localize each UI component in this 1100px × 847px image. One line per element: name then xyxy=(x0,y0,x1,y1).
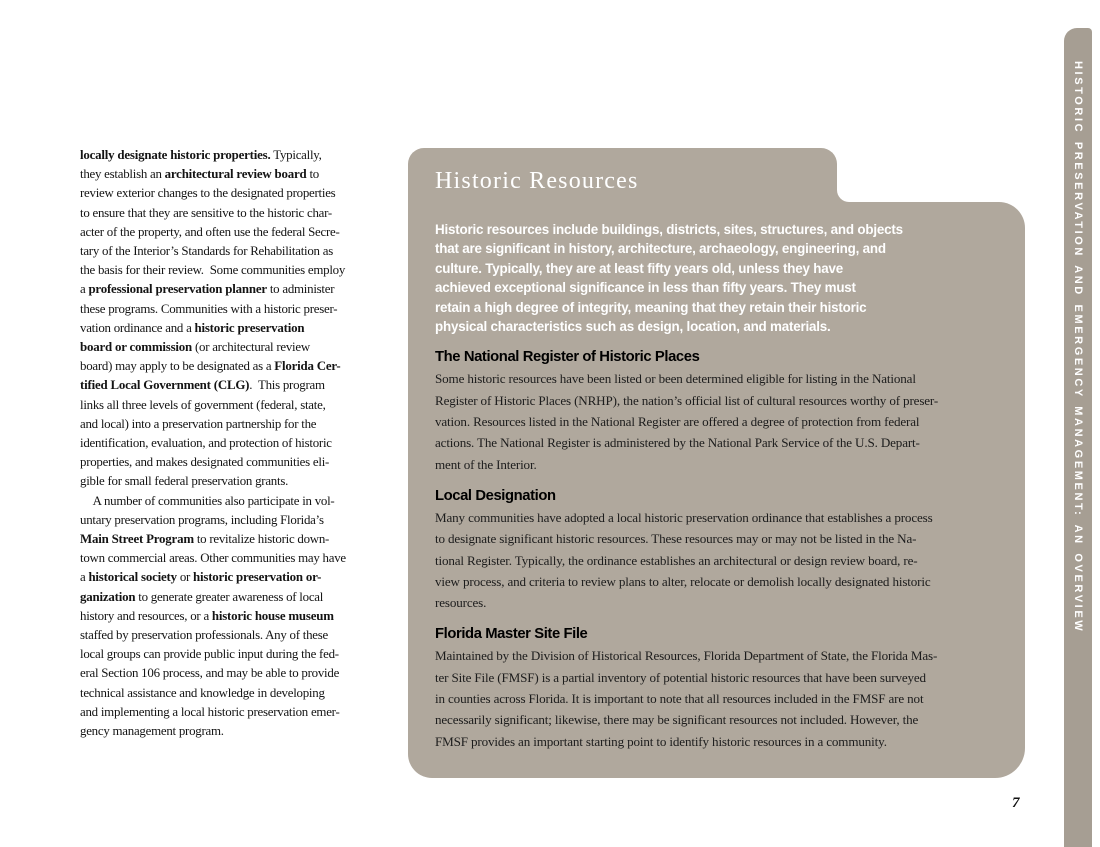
body-text-line: town commercial areas. Other communities may have xyxy=(80,551,346,566)
section-text-line: to designate significant historic resources. These resources may or may not be listed in the Na- xyxy=(435,531,917,547)
body-text-line: gency management program. xyxy=(80,724,224,739)
body-text-line: locally designate historic properties. Typically, xyxy=(80,148,322,162)
panel-sections xyxy=(435,349,999,751)
section-text-line: Register of Historic Places (NRHP), the nation’s official list of cultural resources worthy of preser- xyxy=(435,392,939,408)
section-text-line: ment of the Interior. xyxy=(435,456,537,472)
body-text-line: review exterior changes to the designated properties xyxy=(80,186,336,201)
panel-title: Historic Resources xyxy=(435,168,639,194)
body-text-line: they establish an architectural review board to xyxy=(80,167,319,182)
body-text-line: and local) into a preservation partnership for the xyxy=(80,416,317,431)
page-number: 7 xyxy=(1012,795,1020,811)
section-heading: Florida Master Site File xyxy=(435,626,588,643)
section-text-line: resources. xyxy=(435,595,487,611)
body-text-line: eral Section 106 process, and may be able to provide xyxy=(80,666,340,681)
body-text-line: untary preservation programs, including Florida’s xyxy=(80,512,324,527)
panel-body xyxy=(408,202,1025,778)
body-text-line: properties, and makes designated communities eli- xyxy=(80,455,330,470)
body-text-line: links all three levels of government (federal, state, xyxy=(80,397,326,412)
section-text-line: ter Site File (FMSF) is a partial inventory of potential historic resources that have been surveyed xyxy=(435,669,926,685)
intro-line: achieved exceptional significance in less than fifty years. They must xyxy=(435,280,856,296)
intro-line: culture. Typically, they are at least fifty years old, unless they have xyxy=(435,260,844,276)
body-text-line: A number of communities also participate in vol- xyxy=(80,493,335,508)
body-text-line: staffed by preservation professionals. Any of these xyxy=(80,628,328,643)
section-text-line: actions. The National Register is administered by the National Park Service of the U.S. Depart- xyxy=(435,435,920,451)
body-text-line: identification, evaluation, and protection of historic xyxy=(80,436,332,451)
section-text-line: Some historic resources have been listed or been determined eligible for listing in the National xyxy=(435,371,916,387)
body-text-line: acter of the property, and often use the federal Secre- xyxy=(80,224,340,239)
body-text-line: a professional preservation planner to administer xyxy=(80,282,335,297)
body-text-line: ganization to generate greater awareness of local xyxy=(80,589,324,604)
body-text-line: vation ordinance and a historic preservation xyxy=(80,320,305,335)
panel-section xyxy=(435,349,999,474)
body-text-line: these programs. Communities with a historic preser- xyxy=(80,301,338,316)
body-text-line: local groups can provide public input during the fed- xyxy=(80,647,339,662)
section-text-line: in counties across Florida. It is important to note that all resources included in the FMSF are not xyxy=(435,691,924,706)
chapter-sidebar-label: HISTORIC PRESERVATION AND EMERGENCY MANAGEMENT: AN OVERVIEW xyxy=(1072,61,1084,634)
section-text-line: necessarily significant; likewise, there may be significant resources not included. However, the xyxy=(435,712,919,728)
section-text-line: Many communities have adopted a local historic preservation ordinance that establishes a process xyxy=(435,509,933,525)
section-text-line: vation. Resources listed in the National Register are offered a degree of protection from federal xyxy=(435,414,920,430)
body-text-line: Main Street Program to revitalize historic down- xyxy=(80,532,330,547)
section-text-line: Maintained by the Division of Historical Resources, Florida Department of State, the Florida Mas- xyxy=(435,648,938,664)
intro-line: that are significant in history, architecture, archaeology, engineering, and xyxy=(435,241,886,257)
intro-line: retain a high degree of integrity, meaning that they retain their historic xyxy=(435,299,867,315)
body-text-line: the basis for their review. Some communities employ xyxy=(80,263,346,278)
panel-section xyxy=(435,626,999,751)
body-text-line: a historical society or historic preservation or- xyxy=(80,570,322,585)
section-text-line: view process, and criteria to review plans to alter, relocate or demolish locally designated historic xyxy=(435,573,931,589)
panel-section xyxy=(435,488,999,613)
body-text-line: board) may apply to be designated as a Florida Cer- xyxy=(80,359,341,374)
intro-line: Historic resources include buildings, districts, sites, structures, and objects xyxy=(435,222,903,237)
left-text-column xyxy=(80,146,402,741)
section-text-line: FMSF provides an important starting point to identify historic resources in a community. xyxy=(435,733,887,749)
body-text-line: board or commission (or architectural review xyxy=(80,340,310,355)
panel-intro xyxy=(435,220,999,336)
body-text-line: gible for small federal preservation grants. xyxy=(80,474,289,489)
body-text-line: technical assistance and knowledge in developing xyxy=(80,685,325,700)
body-text-line: to ensure that they are sensitive to the historic char- xyxy=(80,205,332,220)
intro-line: physical characteristics such as design, location, and materials. xyxy=(435,319,831,335)
section-heading: The National Register of Historic Places xyxy=(435,349,700,366)
section-heading: Local Designation xyxy=(435,487,556,504)
chapter-sidebar-strip xyxy=(1064,28,1092,847)
body-text-line: and implementing a local historic preservation emer- xyxy=(80,704,340,719)
section-text-line: tional Register. Typically, the ordinance establishes an architectural or design review board, re- xyxy=(435,552,918,568)
historic-resources-panel xyxy=(408,148,1025,778)
body-text-line: tified Local Government (CLG). This program xyxy=(80,378,325,393)
body-text-line: tary of the Interior’s Standards for Rehabilitation as xyxy=(80,244,333,259)
body-text-line: history and resources, or a historic house museum xyxy=(80,608,334,623)
